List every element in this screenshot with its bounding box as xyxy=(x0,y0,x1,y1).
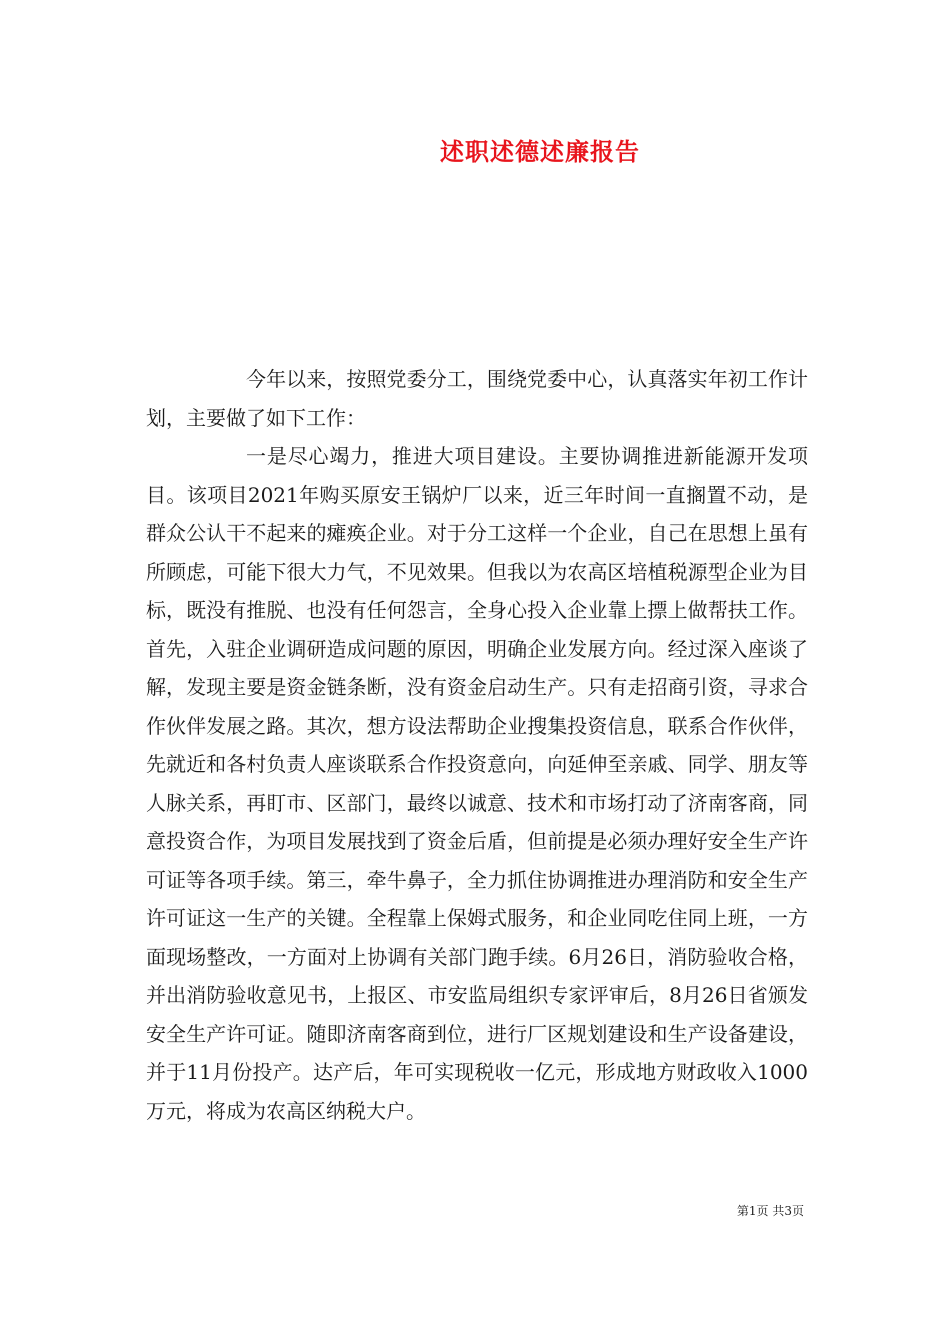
paragraph-project: 一是尽心竭力，推进大项目建设。主要协调推进新能源开发项目。该项目2021年购买原安王锅炉厂以来，近三年时间一直搁置不动，是群众公认干不起来的瘫痪企业。对于分工这样一个企业，自己在思想上虽有所顾虑，可能下很大力气，不见效果。但我以为农高区培植税源型企业为目标，既没有推脱、也没有任何怨言，全身心投入企业靠上摽上做帮扶工作。首先，入驻企业调研造成问题的原因，明确企业发展方向。经过深入座谈了解，发现主要是资金链条断，没有资金启动生产。只有走招商引资，寻求合作伙伴发展之路。其次，想方设法帮助企业搜集投资信息，联系合作伙伴，先就近和各村负责人座谈联系合作投资意向，向延伸至亲戚、同学、朋友等人脉关系，再盯市、区部门，最终以诚意、技术和市场打动了济南客商，同意投资合作，为项目发展找到了资金后盾，但前提是必须办理好安全生产许可证等各项手续。第三，牵牛鼻子，全力抓住协调推进办理消防和安全生产许可证这一生产的关键。全程靠上保姆式服务，和企业同吃住同上班，一方面现场整改，一方面对上协调有关部门跑手续。6月26日，消防验收合格，并出消防验收意见书，上报区、市安监局组织专家评审后，8月26日省颁发安全生产许可证。随即济南客商到位，进行厂区规划建设和生产设备建设，并于11月份投产。达产后，年可实现税收一亿元，形成地方财政收入1000万元，将成为农高区纳税大户。 xyxy=(146,444,808,1123)
document-body xyxy=(146,360,808,1130)
page-number: 第1页 共3页 xyxy=(736,1204,804,1218)
document-title: 述职述德述廉报告 xyxy=(440,137,640,166)
paragraph-intro: 今年以来，按照党委分工，围绕党委中心，认真落实年初工作计划，主要做了如下工作： xyxy=(146,367,808,430)
